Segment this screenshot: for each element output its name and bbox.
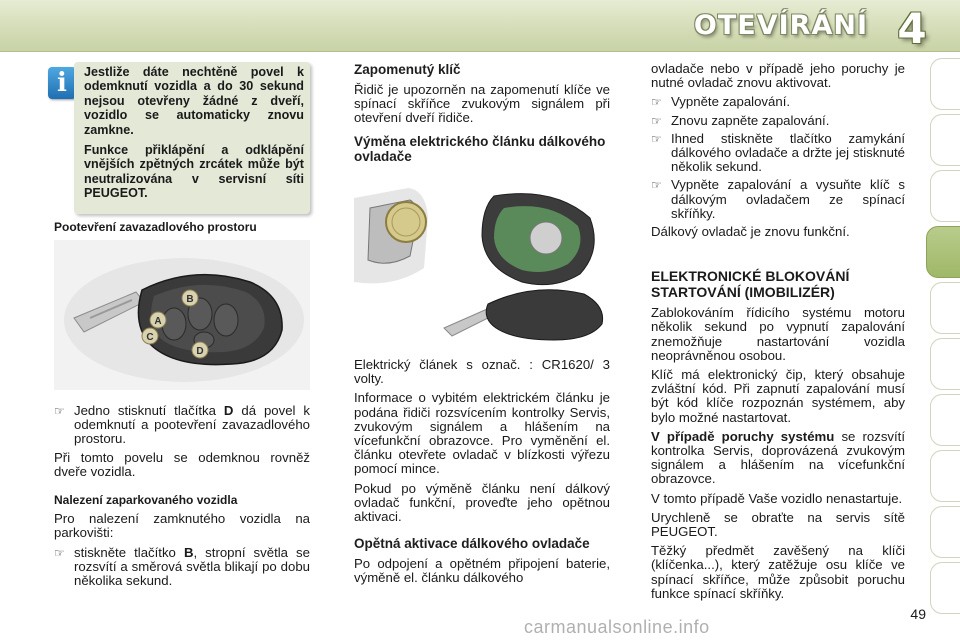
info-box [74,62,310,214]
battery-replacement-illustration [354,178,610,344]
chapter-tab-active[interactable] [926,226,960,278]
paragraph: Řidič je upozorněn na zapomenutí klíče ve spínací skříňce zvukovým signálem při otevření dveří řidiče. [354,82,610,126]
pointing-hand-icon: ☞ [651,178,662,193]
column-2-bottom [354,358,610,591]
paragraph: Urychleně se obraťte na servis sítě PEUGEOT. [651,509,905,540]
list-item: ☞ Ihned stiskněte tlačítko zamykání dálkového ovladače a držte jej stisknuté několik sekund. [651,130,905,175]
pointing-hand-icon: ☞ [54,545,65,560]
paragraph: Elektrický článek s označ. : CR1620/ 3 volty. [354,357,610,387]
chapter-tab[interactable] [930,562,960,614]
svg-text:C: C [146,332,154,343]
column-2-top [354,62,610,170]
paragraph: V případě poruchy systému se rozsvítí kontrolka Servis, doprovázená zvukovým signálem a hlášením na vícefunkční obrazovce. [651,428,905,487]
key-label-d [192,342,208,358]
paragraph: Pro nalezení zamknutého vozidla na parkovišti: [54,511,310,541]
chapter-number: 4 [897,4,927,53]
pointing-hand-icon: ☞ [54,404,65,418]
chapter-tab[interactable] [930,170,960,222]
chapter-tabs [930,58,960,618]
column-3 [651,62,905,606]
paragraph: Těžký předmět zavěšený na klíči (klíčenka...), který zatěžuje osu klíče ve spínací skříňce, může způsobit poruchu funkce spínací skříňky. [651,543,905,601]
info-icon: i [48,67,76,99]
paragraph: Klíč má elektronický čip, který obsahuje zvláštní kód. Při zapnutí zapalování musí být kód klíče rozpoznán systémem, aby bylo možné nastartovat. [651,367,905,425]
section-heading: Zapomenutý klíč [354,62,461,77]
list-item: ☞ Znovu zapněte zapalování. [651,112,830,128]
list-item: ☞ stiskněte tlačítko B, stropní světla se rozsvítí a směrová světla blikají po dobu několika sekund. [54,544,310,589]
paragraph: Při tomto povelu se odemknou rovněž dveře vozidla. [54,449,310,479]
info-text: Funkce přiklápění a odklápění vnějších zpětných zrcátek může být neutralizována v servisní síti PEUGEOT. [84,143,304,201]
svg-text:D: D [196,346,204,357]
section-heading: Nalezení zaparkovaného vozidla [54,493,238,508]
paragraph: ovladače nebo v případě jeho poruchy je nutné ovladač znovu aktivovat. [651,61,905,91]
paragraph: Informace o vybitém elektrickém článku je podána řidiči rozsvícením kontrolky Servis, zvukovým signálem a hlášením na vícefunkční obrazovce. Pro vyměnění el. článku otevřete ovladač v blízkosti výřezu pomocí mince. [354,390,610,477]
section-heading: Opětná aktivace dálkového ovladače [354,536,590,552]
key-label-c [142,328,158,344]
list-item: ☞ Vypněte zapalování. [651,94,791,110]
paragraph: Zablokováním řídicího systému motoru několik sekund po vypnutí zapalování znemožňuje nastartování vozidla neoprávněnou osobou. [651,305,905,363]
svg-text:A: A [154,316,162,327]
info-text: Jestliže dáte nechtěně povel k odemknutí vozidla a do 30 sekund nejsou otevřeny žádné z dveří, vozidlo se automaticky znovu zamkne. [84,65,304,137]
paragraph: V tomto případě Vaše vozidlo nenastartuje. [651,490,903,506]
chapter-tab[interactable] [930,450,960,502]
paragraph: Po odpojení a opětném připojení baterie, výměně el. článku dálkového [354,556,610,586]
section-heading: Pootevření zavazadlového prostoru [54,220,257,234]
paragraph: Dálkový ovladač je znovu funkční. [651,224,850,240]
pointing-hand-icon: ☞ [651,113,662,128]
key-label-a [150,312,166,328]
page-number: 49 [910,606,926,622]
chapter-tab[interactable] [930,394,960,446]
section-heading: Výměna elektrického článku dálkového ovladače [354,133,606,164]
chapter-tab[interactable] [930,506,960,558]
column-1-heading-wrap [54,220,310,239]
pointing-hand-icon: ☞ [651,131,662,146]
page-title: OTEVÍRÁNÍ [693,10,868,41]
svg-text:B: B [186,294,194,305]
paragraph: Pokud po výměně článku není dálkový ovladač funkční, proveďte jeho opětnou aktivaci. [354,480,610,525]
pointing-hand-icon: ☞ [651,95,662,110]
list-item: ☞ Jedno stisknutí tlačítka D dá povel k odemknutí a pootevření zavazadlového prostoru. [54,403,311,447]
key-fob-illustration [54,240,310,390]
chapter-tab[interactable] [930,114,960,166]
watermark: carmanualsonline.info [524,617,710,637]
list-item: ☞ Vypněte zapalování a vysuňte klíč s dálkovým ovladačem ze spínací skříňky. [651,177,905,221]
key-label-b [182,290,198,306]
chapter-tab[interactable] [930,58,960,110]
chapter-tab[interactable] [930,282,960,334]
page-header [0,0,960,52]
chapter-tab[interactable] [930,338,960,390]
section-heading: ELEKTRONICKÉ BLOKOVÁNÍ STARTOVÁNÍ (IMOBILIZÉR) [651,268,850,300]
column-1 [54,404,310,592]
